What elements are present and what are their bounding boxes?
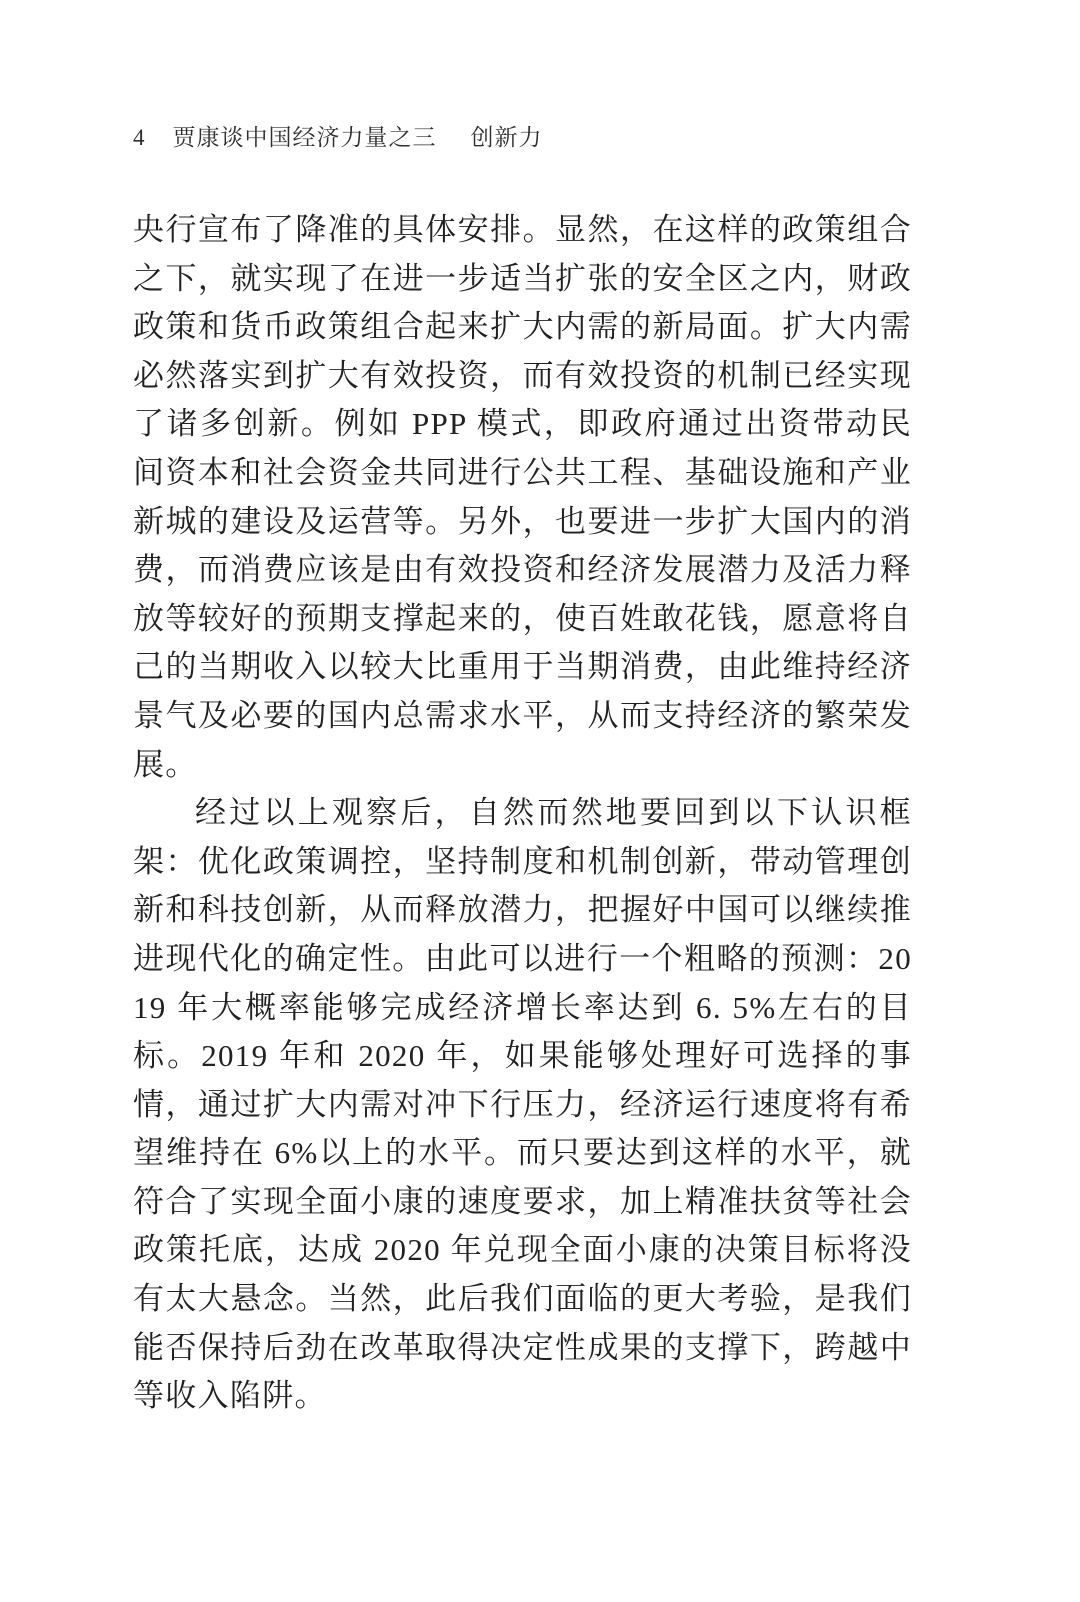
page-body: [133, 206, 912, 1421]
paragraph: 经过以上观察后，自然而然地要回到以下认识框架：优化政策调控，坚持制度和机制创新，带动管理创新和科技创新，从而释放潜力，把握好中国可以继续推进现代化的确定性。由此可以进行一个粗略的预测：2019 年大概率能够完成经济增长率达到 6. 5%左右的目标。2019 年和 2020 年，如果能够处理好可选择的事情，通过扩大内需对冲下行压力，经济运行速度将有希望维持在 6%以上的水平。而只要达到这样的水平，就符合了实现全面小康的速度要求，加上精准扶贫等社会政策托底，达成 2020 年兑现全面小康的决策目标将没有太大悬念。当然，此后我们面临的更大考验，是我们能否保持后劲在改革取得决定性成果的支撑下，跨越中等收入陷阱。: [133, 795, 912, 1414]
chapter-title: 创新力: [470, 125, 543, 150]
book-title: 贾康谈中国经济力量之三: [172, 125, 437, 150]
running-header: [133, 119, 913, 152]
page-number: 4: [133, 125, 146, 150]
paragraph-continuation: 央行宣布了降准的具体安排。显然，在这样的政策组合之下，就实现了在进一步适当扩张的安全区之内，财政政策和货币政策组合起来扩大内需的新局面。扩大内需必然落实到扩大有效投资，而有效投资的机制已经实现了诸多创新。例如 PPP 模式，即政府通过出资带动民间资本和社会资金共同进行公共工程、基础设施和产业新城的建设及运营等。另外，也要进一步扩大国内的消费，而消费应该是由有效投资和经济发展潜力及活力释放等较好的预期支撑起来的，使百姓敢花钱，愿意将自己的当期收入以较大比重用于当期消费，由此维持经济景气及必要的国内总需求水平，从而支持经济的繁荣发展。: [133, 212, 912, 782]
